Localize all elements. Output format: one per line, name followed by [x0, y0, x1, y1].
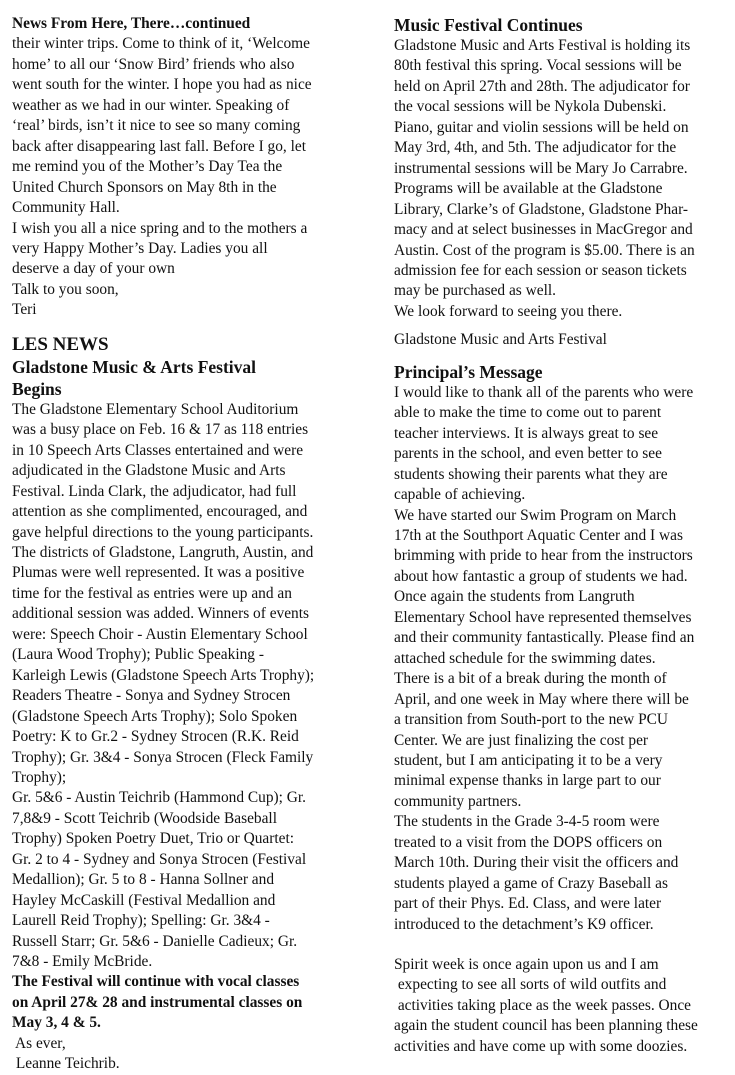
continued-line: United Church Sponsors on May 8th in the [12, 178, 277, 196]
principal-line: students played a game of Crazy Baseball as [394, 874, 668, 892]
principal-line: Center. We are just finalizing the cost per [394, 731, 649, 749]
signoff-line: Leanne Teichrib. [12, 1055, 120, 1073]
principal-line: a transition from South-port to the new PCU [394, 711, 669, 729]
principal-line: We have started our Swim Program on March [394, 506, 677, 524]
continued-line: home’ to all our ‘Snow Bird’ friends who also [12, 55, 295, 73]
festival-line: Gr. 5&6 - Austin Teichrib (Hammond Cup); Gr. [12, 789, 307, 807]
spirit-line: again the student council has been planning these [394, 1017, 698, 1035]
principal-line: and their community fantastically. Please find an [394, 629, 695, 647]
principal-line: minimal expense thanks in large part to our [394, 772, 661, 790]
principal-line: teacher interviews. It is always great to see [394, 424, 659, 442]
principal-line: April, and one week in May where there will be [394, 690, 689, 708]
festival-body [12, 400, 357, 973]
continued-line: back after disappearing last fall. Before I go, let [12, 137, 307, 155]
continued-line: me remind you of the Mother’s Day Tea the [12, 158, 283, 176]
spirit-week-body [394, 955, 724, 1057]
principal-line: There is a bit of a break during the month of [394, 670, 667, 688]
principal-line: I would like to thank all of the parents who were [394, 383, 694, 401]
continued-title: News From Here, There…continued [12, 15, 251, 32]
continued-line: Teri [12, 301, 37, 319]
section-gap [394, 351, 724, 361]
festival-line: Poetry: K to Gr.2 - Sydney Strocen (R.K. Reid [12, 728, 299, 746]
les-news-heading: LES NEWS [12, 333, 109, 355]
principal-line: community partners. [394, 792, 522, 810]
principal-line: Elementary School have represented themselves [394, 608, 692, 626]
music-festival-body [394, 36, 724, 322]
principal-line: students showing their parents what they are [394, 465, 668, 483]
principal-line: The students in the Grade 3-4-5 room were [394, 813, 660, 831]
festival-line: in 10 Speech Arts Classes entertained and were [12, 441, 304, 459]
festival-line: time for the festival as entries were up and an [12, 584, 292, 602]
continued-line: ‘real’ birds, isn’t it nice to see so many coming [12, 117, 301, 135]
principal-line: introduced to the detachment’s K9 officer. [394, 915, 654, 933]
principal-heading: Principal’s Message [394, 361, 543, 382]
principal-line: part of their Phys. Ed. Class, and were later [394, 895, 662, 913]
music-line: admission fee for each session or season tickets [394, 261, 687, 279]
section-gap [12, 321, 357, 333]
spirit-line: activities and have come up with some doozies. [394, 1037, 688, 1055]
music-line: 80th festival this spring. Vocal sessions will be [394, 57, 682, 75]
music-line: may be purchased as well. [394, 282, 556, 300]
festival-line: Laurell Reid Trophy); Spelling: Gr. 3&4 - [12, 912, 270, 930]
signoff-line: As ever, [12, 1034, 66, 1052]
festival-line: gave helpful directions to the young participants. [12, 523, 314, 541]
signoff [12, 1034, 357, 1075]
festival-line: attention as she complimented, encouraged, and [12, 503, 308, 521]
continued-line: their winter trips. Come to think of it, ‘Welcome [12, 35, 310, 53]
principal-line: brimming with pride to hear from the instructors [394, 547, 693, 565]
music-line: Library, Clarke’s of Gladstone, Gladstone Phar- [394, 200, 689, 218]
principal-line: able to make the time to come out to parent [394, 404, 662, 422]
announcement-line: on April 27& 28 and instrumental classes on [12, 993, 303, 1011]
festival-line: Trophy); [12, 768, 67, 786]
continued-line: I wish you all a nice spring and to the mothers a [12, 219, 308, 237]
spirit-line: activities taking place as the week passes. Once [394, 996, 692, 1014]
festival-heading: Gladstone Music & Arts Festival [12, 356, 257, 377]
festival-line: Readers Theatre - Sonya and Sydney Strocen [12, 687, 291, 705]
announcement-line: The Festival will continue with vocal classes [12, 973, 300, 991]
section-gap [394, 322, 724, 330]
continued-line: weather as we had in our winter. Speaking of [12, 96, 290, 114]
festival-line: were: Speech Choir - Austin Elementary School [12, 625, 308, 643]
music-line: the vocal sessions will be Nykola Dubenski. [394, 98, 667, 116]
festival-line: (Laura Wood Trophy); Public Speaking - [12, 646, 264, 664]
music-line: Austin. Cost of the program is $5.00. There is an [394, 241, 695, 259]
music-line: held on April 27th and 28th. The adjudicator for [394, 77, 690, 95]
festival-line: Gr. 2 to 4 - Sydney and Sonya Strocen (Festival [12, 850, 307, 868]
festival-line: adjudicated in the Gladstone Music and Arts [12, 462, 286, 480]
festival-line: additional session was added. Winners of events [12, 605, 310, 623]
spirit-line: Spirit week is once again upon us and I am [394, 956, 659, 974]
festival-line: Karleigh Lewis (Gladstone Speech Arts Trophy); [12, 666, 315, 684]
principal-line: student, but I am anticipating it to be a very [394, 751, 663, 769]
music-line: Gladstone Music and Arts Festival is holding its [394, 37, 691, 54]
music-line: We look forward to seeing you there. [394, 302, 623, 320]
music-line: Piano, guitar and violin sessions will be held on [394, 118, 689, 136]
festival-line: The Gladstone Elementary School Auditorium [12, 400, 299, 418]
music-line: macy and at select businesses in MacGregor and [394, 221, 693, 239]
principal-line: parents in the school, and even better to see [394, 445, 662, 463]
festival-line: Trophy); Gr. 3&4 - Sonya Strocen (Fleck Family [12, 748, 314, 766]
continued-line: deserve a day of your own [12, 260, 175, 278]
festival-line: Trophy) Spoken Poetry Duet, Trio or Quartet: [12, 830, 295, 848]
festival-line: Hayley McCaskill (Festival Medallion and [12, 891, 276, 909]
continued-line: very Happy Mother’s Day. Ladies you all [12, 239, 268, 257]
festival-line: (Gladstone Speech Arts Trophy); Solo Spoken [12, 707, 298, 725]
festival-heading-cont: Begins [12, 378, 62, 399]
music-signature: Gladstone Music and Arts Festival [394, 331, 607, 349]
festival-line: Plumas were well represented. It was a positive [12, 564, 305, 582]
music-line: Programs will be available at the Gladstone [394, 180, 663, 198]
festival-line: 7&8 - Emily McBride. [12, 953, 153, 971]
festival-line: 7,8&9 - Scott Teichrib (Woodside Baseball [12, 809, 277, 827]
music-line: instrumental sessions will be Mary Jo Carrabre. [394, 159, 688, 177]
festival-line: The districts of Gladstone, Langruth, Austin, and [12, 543, 314, 561]
principal-line: capable of achieving. [394, 486, 526, 504]
right-column [394, 14, 724, 1057]
music-festival-heading: Music Festival Continues [394, 15, 583, 35]
festival-announcement [12, 972, 357, 1033]
principal-body [394, 383, 724, 935]
festival-line: was a busy place on Feb. 16 & 17 as 118 entries [12, 421, 309, 439]
principal-line: about how fantastic a group of students we had. [394, 567, 688, 585]
principal-line: attached schedule for the swimming dates. [394, 649, 656, 667]
section-gap [394, 935, 724, 955]
continued-line: Talk to you soon, [12, 280, 119, 298]
principal-line: March 10th. During their visit the officers and [394, 854, 679, 872]
music-line: May 3rd, 4th, and 5th. The adjudicator for the [394, 139, 677, 157]
principal-line: Once again the students from Langruth [394, 588, 635, 606]
spirit-line: expecting to see all sorts of wild outfits and [394, 976, 667, 994]
festival-line: Russell Starr; Gr. 5&6 - Danielle Cadieux; Gr. [12, 932, 298, 950]
festival-line: Medallion); Gr. 5 to 8 - Hanna Sollner and [12, 871, 275, 889]
continued-body [12, 34, 357, 320]
continued-line: Community Hall. [12, 199, 120, 217]
principal-line: treated to a visit from the DOPS officers on [394, 833, 663, 851]
festival-line: Festival. Linda Clark, the adjudicator, had full [12, 482, 297, 500]
continued-line: went south for the winter. I hope you had as nice [12, 76, 312, 94]
announcement-line: May 3, 4 & 5. [12, 1014, 101, 1032]
left-column [12, 14, 357, 1075]
principal-line: 17th at the Southport Aquatic Center and I was [394, 526, 683, 544]
